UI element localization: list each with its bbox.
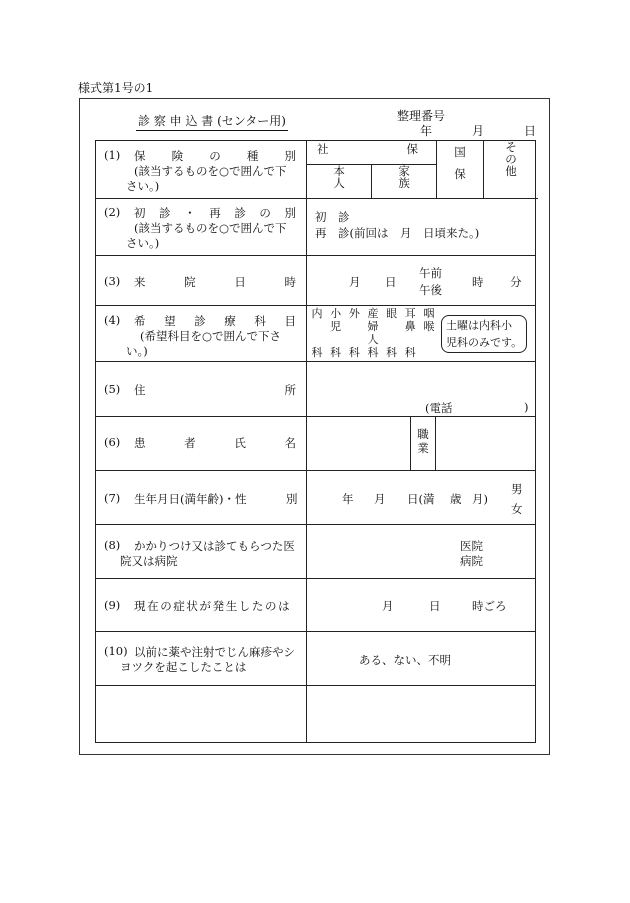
option-female[interactable]: 女: [511, 502, 523, 516]
label-cell: [96, 362, 307, 417]
entry-cell[interactable]: [307, 256, 536, 306]
age-label: 歳: [450, 492, 462, 506]
row-label: 院又は病院: [120, 554, 178, 568]
option-obstetrics-gynecology[interactable]: 産 婦 人 科: [367, 307, 379, 359]
entry-cell[interactable]: [307, 141, 536, 199]
date-month-label: 月: [471, 124, 484, 138]
application-table: [95, 140, 536, 743]
entry-cell[interactable]: [307, 579, 536, 632]
date-year-label: 年: [420, 124, 433, 138]
label-cell: [96, 199, 307, 256]
department-options: [309, 307, 437, 359]
row-first-visit: [96, 199, 536, 256]
row-note: (希望科目を○で囲んで下さ: [140, 329, 282, 343]
option-first-visit[interactable]: 初 診: [315, 210, 350, 224]
row-number: (8): [104, 538, 121, 552]
option-kokuho[interactable]: 国 保: [437, 141, 484, 199]
row-label: 住 所: [134, 383, 296, 397]
time-label: 時ごろ: [472, 599, 507, 613]
row-label: 患 者 氏 名: [134, 436, 296, 450]
row-label: かかりつけ又は診てもらつた医: [134, 539, 295, 553]
option-pediatrics[interactable]: 小 児 科: [330, 307, 342, 359]
option-honnin[interactable]: 本 人: [307, 164, 372, 198]
row-number: (9): [104, 598, 121, 612]
day-label: 日: [385, 275, 397, 289]
row-label: 保 険 の 種 別: [134, 149, 296, 163]
address-field[interactable]: [307, 362, 536, 417]
entry-cell[interactable]: [307, 632, 536, 686]
blank-label-cell: [96, 686, 307, 743]
month-label: 月: [374, 492, 386, 506]
month-label: 月: [382, 599, 394, 613]
row-label: ヨツクを起こしたことは: [120, 660, 247, 674]
option-internal-medicine[interactable]: 内 科: [311, 307, 323, 359]
row-label: 別: [286, 492, 298, 506]
label-cell: [96, 579, 307, 632]
date-line: [420, 122, 536, 139]
row-number: (10): [104, 644, 128, 658]
row-birthdate-sex: [96, 471, 536, 525]
reference-number-label: 整理番号: [397, 109, 446, 123]
row-label: 来 院 日 時: [134, 275, 296, 289]
form-number-label: 様式第1号の1: [78, 81, 154, 95]
row-allergy-history: [96, 632, 536, 686]
minute-label: 分: [510, 275, 522, 289]
row-note: (該当するものを○で囲んで下: [134, 164, 287, 178]
row-number: (4): [104, 313, 121, 327]
row-note: さい。): [126, 236, 160, 250]
label-cell: [96, 141, 307, 199]
family-doctor-field[interactable]: [307, 525, 536, 579]
row-number: (2): [104, 205, 121, 219]
option-pm[interactable]: 午後: [419, 283, 442, 297]
row-label: 以前に薬や注射でじん麻疹やシ: [134, 645, 295, 659]
row-note: さい。): [126, 179, 160, 193]
form-title: 診 察 申 込 書 (センター用): [136, 112, 288, 131]
day-label: 日: [429, 599, 441, 613]
label-cell: [96, 306, 307, 362]
row-blank: [96, 686, 536, 743]
saturday-notice: 土曜は内科小 児科のみです。: [441, 315, 527, 353]
row-note: (該当するものを○で囲んで下: [134, 221, 287, 235]
day-age-label: 日(満: [407, 492, 435, 506]
row-department: [96, 306, 536, 362]
label-cell: [96, 632, 307, 686]
entry-cell[interactable]: [307, 306, 536, 362]
label-cell: [96, 417, 307, 471]
allergy-answer-options[interactable]: ある、ない、不明: [359, 653, 451, 667]
option-surgery[interactable]: 外 科: [348, 307, 360, 359]
phone-label: (電話: [425, 401, 453, 415]
option-shaho-b[interactable]: 保: [406, 142, 418, 156]
date-day-label: 日: [523, 124, 536, 138]
row-insurance-type: [96, 141, 536, 199]
row-label: 生年月日(満年齢)・性: [134, 492, 247, 506]
label-cell: [96, 256, 307, 306]
option-am[interactable]: 午前: [419, 266, 442, 280]
entry-cell[interactable]: [307, 199, 536, 256]
label-cell: [96, 471, 307, 525]
blank-entry-cell[interactable]: [307, 686, 536, 743]
row-family-doctor: [96, 525, 536, 579]
label-cell: [96, 525, 307, 579]
row-number: (5): [104, 382, 121, 396]
option-male[interactable]: 男: [511, 482, 523, 496]
age-month-label: 月): [472, 492, 488, 506]
row-visit-datetime: [96, 256, 536, 306]
row-number: (6): [104, 435, 121, 449]
option-kazoku[interactable]: 家 族: [372, 164, 437, 198]
hour-label: 時: [472, 275, 484, 289]
patient-name-field[interactable]: [307, 417, 536, 471]
insurance-options: [307, 141, 538, 199]
row-label: 希 望 診 療 科 目: [134, 314, 296, 328]
entry-cell[interactable]: [307, 471, 536, 525]
month-label: 月: [349, 275, 361, 289]
row-patient-name: [96, 417, 536, 471]
option-ophthalmology[interactable]: 眼 科: [386, 307, 398, 359]
row-number: (1): [104, 148, 121, 162]
phone-close: ): [524, 400, 529, 414]
row-label: 初 診 ・ 再 診 の 別: [134, 206, 296, 220]
row-label: 現在の症状が発生したのは: [134, 599, 292, 613]
row-number: (7): [104, 491, 121, 505]
year-label: 年: [342, 492, 354, 506]
option-revisit[interactable]: 再 診(前回は 月 日頃来た。): [315, 226, 480, 240]
clinic-label: 医院: [460, 539, 483, 553]
row-symptom-onset: [96, 579, 536, 632]
row-note: い。): [126, 344, 148, 358]
option-shaho-a[interactable]: 社: [317, 142, 329, 156]
option-otolaryngology[interactable]: 耳 鼻 科: [404, 307, 416, 359]
occupation-label: 職 業: [410, 417, 436, 470]
hospital-label: 病院: [460, 554, 483, 568]
row-address: [96, 362, 536, 417]
option-laryngology[interactable]: 咽 喉: [423, 307, 435, 333]
option-sonota[interactable]: そ の 他: [484, 141, 539, 199]
row-number: (3): [104, 274, 121, 288]
